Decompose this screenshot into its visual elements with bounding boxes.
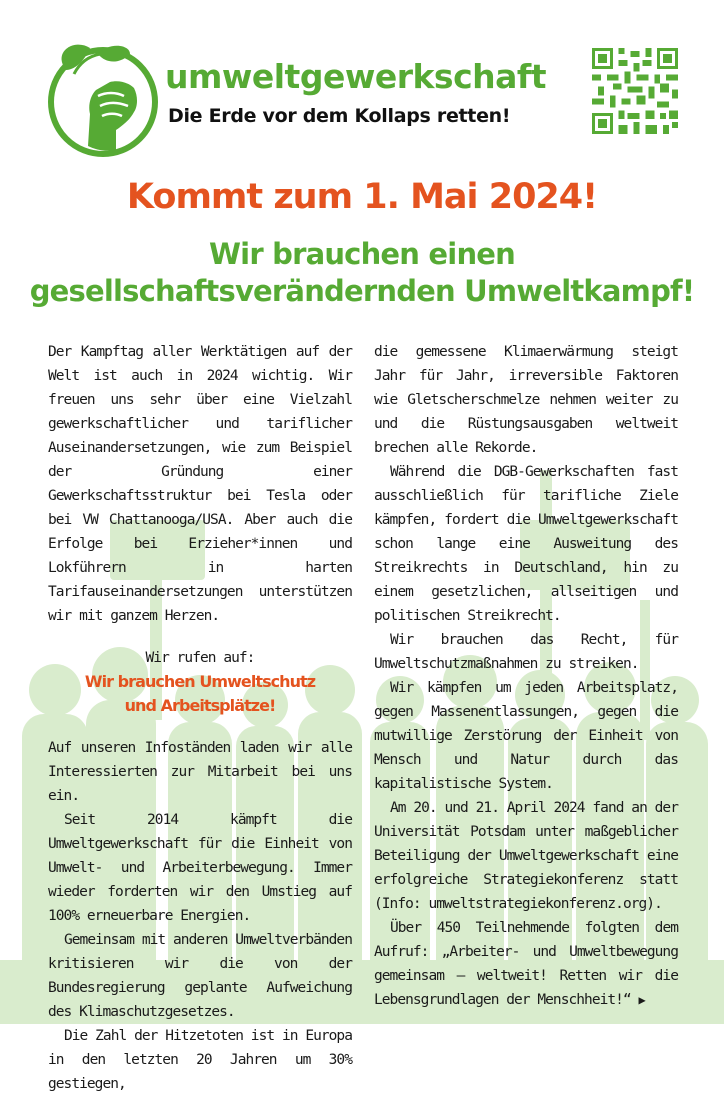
subheadline-line-1: Wir brauchen einen	[208, 237, 516, 271]
right-paragraph-4: Wir kämpfen um jeden Arbeitsplatz, gegen Massenentlassungen, gegen die mutwillige Zerstörung der Einheit von Mensch und Natur durch das kapitalistische System.	[374, 680, 678, 792]
subheadline	[0, 236, 724, 310]
right-paragraph-6-text: Über 450 Teilnehmende folgten dem Aufruf: „Arbeiter- und Umweltbewegung gemeinsam – weltweit! Retten wir die Lebensgrundlagen der Menschheit!“	[374, 920, 678, 1008]
right-paragraph-6	[374, 916, 678, 1012]
left-column	[48, 340, 352, 1096]
right-paragraph-5: Am 20. und 21. April 2024 fand an der Universität Potsdam unter maßgeblicher Beteiligung der Umweltgewerkschaft eine erfolgreiche Strategiekonferenz statt (Info: umweltstrategiekonferenz.org).	[374, 800, 678, 912]
headline: Kommt zum 1. Mai 2024!	[126, 177, 598, 217]
left-paragraph-4: Gemeinsam mit anderen Umweltverbänden kritisieren wir die von der Bundesregierung geplante Aufweichung des Klimaschutzgesetzes.	[48, 932, 352, 1020]
left-paragraph-5: Die Zahl der Hitzetoten ist in Europa in den letzten 20 Jahren um 30% gestiegen,	[48, 1028, 352, 1092]
brand-tagline: Die Erde vor dem Kollaps retten!	[168, 105, 511, 127]
brand-name: umweltgewerkschaft	[165, 57, 547, 96]
right-paragraph-2: Während die DGB-Gewerkschaften fast ausschließlich für tarifliche Ziele kämpfen, fordert die Umweltgewerkschaft schon lange eine Ausweitung des Streikrechts in Deutschland, hin zu einem gesetzlichen, allseitigen und politischen Streikrecht.	[374, 464, 678, 624]
callout-lead: Wir rufen auf:	[145, 650, 255, 666]
subheadline-line-2: gesellschaftsverändernden Umweltkampf!	[29, 274, 695, 308]
callout-line-1: Wir brauchen Umweltschutz	[84, 672, 316, 691]
right-paragraph-1: die gemessene Klimaerwärmung steigt Jahr für Jahr, irreversible Faktoren wie Gletscherschmelze nehmen weiter zu und die Rüstungsausgaben weltweit brechen alle Rekorde.	[374, 344, 678, 456]
callout-line-2: und Arbeitsplätze!	[124, 696, 276, 715]
play-arrow-icon: ▶	[638, 993, 645, 1007]
left-paragraph-3: Seit 2014 kämpft die Umweltgewerkschaft für die Einheit von Umwelt- und Arbeiterbewegung. Immer wieder forderten wir den Umstieg auf 100% erneuerbare Energien.	[48, 812, 352, 924]
left-paragraph-1: Der Kampftag aller Werktätigen auf der Welt ist auch in 2024 wichtig. Wir freuen uns sehr über eine Vielzahl gewerkschaftlicher und tariflicher Auseinandersetzungen, wie zum Beispiel der Gründung einer Gewerkschaftsstruktur bei Tesla oder bei VW Chattanooga/USA. Aber auch die Erfolge bei Erzieher*innen und Lokführern in harten Tarifauseinandersetzungen unterstützen wir mit ganzem Herzen.	[48, 344, 352, 624]
qr-code-icon[interactable]	[592, 48, 678, 134]
right-paragraph-3: Wir brauchen das Recht, für Umweltschutzmaßnahmen zu streiken.	[374, 632, 678, 672]
fist-leaf-globe-icon	[44, 40, 162, 158]
right-column	[374, 340, 678, 1012]
left-paragraph-2: Auf unseren Infoständen laden wir alle Interessierten zur Mitarbeit bei uns ein.	[48, 740, 352, 804]
